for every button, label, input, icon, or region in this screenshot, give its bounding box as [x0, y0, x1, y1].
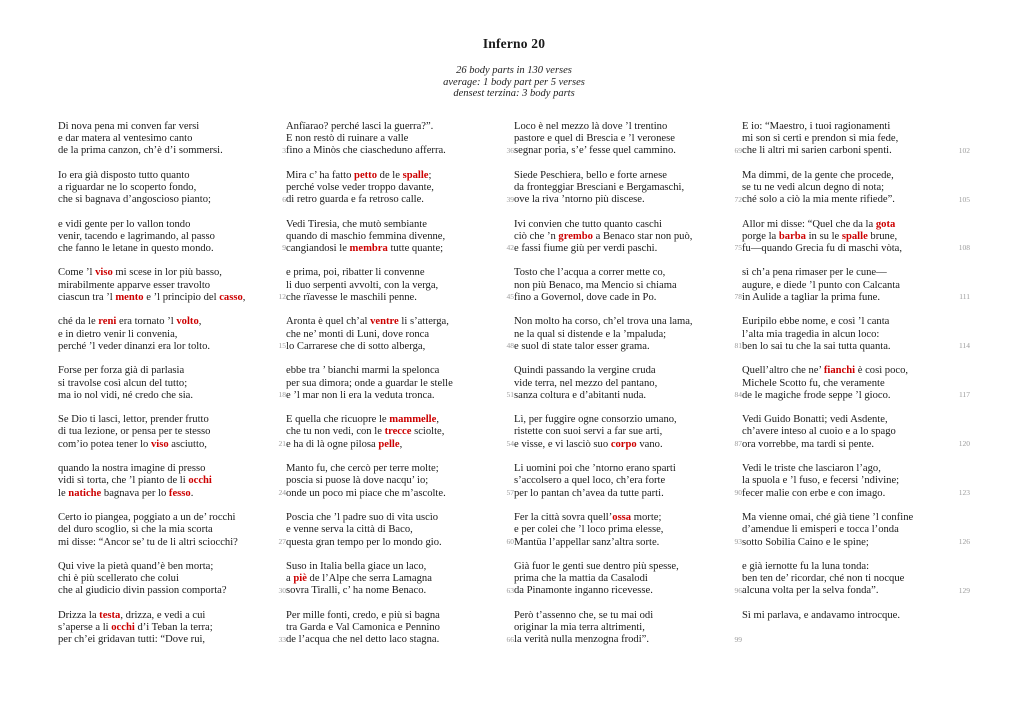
- verse-number: 12: [278, 292, 286, 302]
- tercet-lines: [58, 267, 266, 304]
- verse-line: Già fuor le genti sue dentro più spesse,: [514, 560, 679, 572]
- poem-column: [286, 121, 514, 659]
- tercet: [742, 316, 970, 353]
- verse-number: 114: [959, 341, 970, 351]
- tercet-lines: [742, 414, 950, 451]
- verse-line: in Aulide a tagliar la prima fune.: [742, 292, 880, 304]
- tercet-lines: [58, 610, 266, 647]
- body-part-highlight: ventre: [370, 316, 399, 328]
- verse-number: 90: [734, 487, 742, 497]
- verse-line: Io era già disposto tutto quanto: [58, 169, 190, 181]
- verse-line: alcuna volta per la selva fonda”.: [742, 585, 879, 597]
- verse-line: de le magiche frode seppe ’l gioco.: [742, 389, 891, 401]
- tercet: [742, 561, 970, 598]
- body-part-highlight: fesso: [168, 487, 191, 499]
- tercet: [58, 512, 286, 549]
- verse-line: fecer malie con erbe e con imago.: [742, 487, 886, 499]
- verse-line: Di nova pena mi conven far versi: [58, 120, 200, 132]
- verse-number: 75: [734, 243, 742, 253]
- tercet-lines: [58, 170, 266, 207]
- tercet: [514, 267, 742, 304]
- verse-number: 33: [278, 634, 286, 644]
- subtitle-line-2: average: 1 body part per 5 verses: [443, 76, 585, 88]
- tercet: [58, 561, 286, 598]
- verse-line: Suso in Italia bella giace un laco,: [286, 560, 427, 572]
- tercet: [742, 219, 970, 256]
- verse-line: Vedi le triste che lasciaron l’ago,: [742, 463, 881, 475]
- verse-number: 111: [959, 292, 970, 302]
- verse-line: ove la riva ’ntorno più discese.: [514, 194, 645, 206]
- tercet: [286, 170, 514, 207]
- body-part-highlight: piè: [293, 573, 307, 585]
- verse-line: ben ten de’ ricordar, ché non ti nocque: [742, 573, 905, 585]
- tercet-lines: [742, 316, 950, 353]
- verse-line: lo Carrarese che di sotto alberga,: [286, 340, 426, 352]
- verse-line: ebbe tra ’ bianchi marmi la spelonca: [286, 365, 440, 377]
- verse-line: e in dietro venir li convenia,: [58, 328, 178, 340]
- tercet: [286, 316, 514, 353]
- tercet: [286, 561, 514, 598]
- verse-line: Loco è nel mezzo là dove ’l trentino: [514, 120, 668, 132]
- verse-number: 117: [959, 390, 970, 400]
- verse-number: 66: [506, 634, 514, 644]
- body-part-highlight: viso: [150, 438, 169, 450]
- verse-line: questa gran tempo per lo mondo gio.: [286, 536, 442, 548]
- verse-number: 54: [506, 439, 514, 449]
- verse-line: Aronta è quel ch’al ventre li s’atterga,: [286, 316, 449, 328]
- verse-line: di tua lezione, or pensa per te stesso: [58, 426, 211, 438]
- body-part-highlight: fianchi: [823, 365, 856, 377]
- poem-column: [514, 121, 742, 659]
- verse-number: 84: [734, 390, 742, 400]
- verse-line: tra Garda e Val Camonica e Pennino: [286, 621, 440, 633]
- verse-line: Per mille fonti, credo, e più si bagna: [286, 609, 440, 621]
- tercet-lines: [286, 414, 494, 451]
- tercet: [286, 610, 514, 647]
- tercet-lines: [514, 463, 722, 500]
- page-title: Inferno 20: [482, 36, 546, 51]
- verse-number: 30: [278, 585, 286, 595]
- verse-line: e fassi fiume giù per verdi paschi.: [514, 243, 658, 255]
- tercet: [58, 121, 286, 158]
- verse-line: fino a Minòs che ciascheduno afferra.: [286, 145, 446, 157]
- verse-line: mi son sì certi e prendon sì mia fede,: [742, 133, 899, 145]
- poem-column: [58, 121, 286, 659]
- verse-line: Non molto ha corso, ch’el trova una lama,: [514, 316, 693, 328]
- subtitle-line-3: densest terzina: 3 body parts: [453, 88, 575, 100]
- tercet: [286, 267, 514, 304]
- verse-number: 51: [506, 390, 514, 400]
- verse-line: Drizza la testa, drizza, e vedi a cui: [58, 609, 206, 621]
- tercet: [58, 610, 286, 647]
- verse-line: si travolse così alcun del tutto;: [58, 377, 188, 389]
- tercet: [514, 512, 742, 549]
- verse-line: le natiche bagnava per lo fesso.: [58, 487, 194, 499]
- verse-line: che al giudicio divin passion comporta?: [58, 585, 227, 597]
- verse-line: che rïavesse le maschili penne.: [286, 292, 417, 304]
- verse-line: Siede Peschiera, bello e forte arnese: [514, 169, 667, 181]
- verse-line: e ’l mar non li era la veduta tronca.: [286, 389, 435, 401]
- verse-number: 24: [278, 487, 286, 497]
- tercet: [514, 561, 742, 598]
- tercet: [58, 463, 286, 500]
- verse-line: E non restò di ruinare a valle: [286, 133, 409, 145]
- tercet: [514, 463, 742, 500]
- verse-line: s’accolsero a quel loco, ch’era forte: [514, 475, 666, 487]
- verse-line: e ha di là ogne pilosa pelle,: [286, 438, 403, 450]
- verse-number: 21: [278, 439, 286, 449]
- tercet-lines: [58, 316, 266, 353]
- tercet: [58, 316, 286, 353]
- verse-line: Se Dio ti lasci, lettor, prender frutto: [58, 414, 209, 426]
- tercet-lines: [286, 316, 494, 353]
- verse-line: e venne serva la città di Baco,: [286, 524, 413, 536]
- tercet-lines: [286, 365, 494, 402]
- verse-line: s’aperse a li occhi d’i Teban la terra;: [58, 621, 213, 633]
- verse-line: che fanno le letane in questo mondo.: [58, 243, 214, 255]
- tercet-lines: [286, 267, 494, 304]
- verse-line: Tosto che l’acqua a correr mette co,: [514, 267, 666, 279]
- tercet: [58, 365, 286, 402]
- tercet: [514, 316, 742, 353]
- verse-number: 45: [506, 292, 514, 302]
- verse-line: fino a Governol, dove cade in Po.: [514, 292, 657, 304]
- verse-line: per lo pantan ch’avea da tutte parti.: [514, 487, 664, 499]
- verse-line: perché volse veder troppo davante,: [286, 181, 434, 193]
- tercet-lines: [514, 610, 722, 647]
- verse-number: 93: [734, 536, 742, 546]
- verse-line: e già iernotte fu la luna tonda:: [742, 560, 870, 572]
- verse-line: ristette con suoi servi a far sue arti,: [514, 426, 663, 438]
- tercet: [742, 121, 970, 158]
- body-part-highlight: ossa: [612, 511, 632, 523]
- verse-line: Ivi convien che tutto quanto caschi: [514, 218, 662, 230]
- verse-line: Qui vive la pietà quand’è ben morta;: [58, 560, 214, 572]
- body-part-highlight: mento: [115, 292, 144, 304]
- tercet-lines: [514, 512, 722, 549]
- tercet-lines: [58, 463, 266, 500]
- subtitle-line-1: 26 body parts in 130 verses: [456, 65, 572, 76]
- body-part-highlight: natiche: [68, 487, 102, 499]
- verse-line: poscia si puose là dove nacqu’ io;: [286, 475, 429, 487]
- verse-number: 102: [958, 145, 970, 155]
- verse-line: ch’avere inteso al cuoio e a lo spago: [742, 426, 896, 438]
- tercet: [58, 219, 286, 256]
- verse-line: Certo io piangea, poggiato a un de’ rocchi: [58, 511, 236, 523]
- tercet-lines: [286, 512, 494, 549]
- tercet-lines: [514, 414, 722, 451]
- verse-line: Fer la città sovra quell’ossa morte;: [514, 511, 662, 523]
- body-part-highlight: volto: [176, 316, 199, 328]
- tercet-lines: [514, 267, 722, 304]
- tercet: [286, 219, 514, 256]
- poem-columns: [58, 121, 970, 659]
- verse-line: com’io potea tener lo viso asciutto,: [58, 438, 207, 450]
- verse-line: Ma vienne omai, ché già tiene ’l confine: [742, 511, 914, 523]
- verse-line: ciascun tra ’l mento e ’l principio del casso,: [58, 292, 246, 304]
- tercet-lines: [286, 610, 494, 647]
- body-part-highlight: spalle: [402, 169, 429, 181]
- tercet-lines: [286, 170, 494, 207]
- verse-number: 39: [506, 194, 514, 204]
- verse-line: e suol di state talor esser grama.: [514, 340, 650, 352]
- verse-line: vidi sì torta, che ’l pianto de li occhi: [58, 475, 212, 487]
- tercet: [58, 170, 286, 207]
- verse-line: che tu non vedi, con le trecce sciolte,: [286, 426, 445, 438]
- verse-number: 96: [734, 585, 742, 595]
- body-part-highlight: trecce: [384, 426, 412, 438]
- verse-line: E io: “Maestro, i tuoi ragionamenti: [742, 120, 891, 132]
- body-part-highlight: casso: [219, 292, 243, 304]
- verse-line: mirabilmente apparve esser travolto: [58, 279, 211, 291]
- tercet: [286, 365, 514, 402]
- tercet: [514, 219, 742, 256]
- verse-number: 123: [958, 487, 970, 497]
- verse-line: perché ’l veder dinanzi era lor tolto.: [58, 340, 211, 352]
- verse-line: per sua dimora; onde a guardar le stelle: [286, 377, 453, 389]
- body-part-highlight: petto: [354, 169, 377, 181]
- verse-line: quando la nostra imagine di presso: [58, 463, 206, 475]
- tercet-lines: [742, 610, 950, 622]
- body-part-highlight: corpo: [610, 438, 637, 450]
- body-part-highlight: gota: [875, 218, 896, 230]
- body-part-highlight: barba: [778, 230, 806, 242]
- body-part-highlight: grembo: [558, 230, 593, 242]
- tercet-lines: [742, 463, 950, 500]
- verse-number: 120: [958, 439, 970, 449]
- verse-number: 87: [734, 439, 742, 449]
- verse-line: Allor mi disse: “Quel che da la gota: [742, 218, 896, 230]
- verse-number: 57: [506, 487, 514, 497]
- tercet-lines: [742, 561, 950, 598]
- verse-line: da Pinamonte inganno ricevesse.: [514, 585, 653, 597]
- tercet-lines: [58, 121, 266, 158]
- verse-number: 99: [734, 634, 742, 644]
- verse-line: Manto fu, che cercò per terre molte;: [286, 463, 439, 475]
- verse-number: 126: [958, 536, 970, 546]
- verse-number: 48: [506, 341, 514, 351]
- verse-line: Vedi Guido Bonatti; vedi Asdente,: [742, 414, 888, 426]
- verse-line: Michele Scotto fu, che veramente: [742, 377, 885, 389]
- tercet-lines: [514, 219, 722, 256]
- tercet: [742, 463, 970, 500]
- tercet: [742, 414, 970, 451]
- tercet-lines: [514, 365, 722, 402]
- verse-line: sanza coltura e d’abitanti nuda.: [514, 389, 647, 401]
- tercet: [742, 267, 970, 304]
- verse-number: 15: [278, 341, 286, 351]
- tercet: [742, 512, 970, 549]
- poem-column: [742, 121, 970, 659]
- tercet-lines: [742, 267, 950, 304]
- verse-line: che ne’ monti di Luni, dove ronca: [286, 328, 430, 340]
- verse-line: mi disse: “Ancor se’ tu de li altri sciocchi?: [58, 536, 238, 548]
- tercet-lines: [514, 170, 722, 207]
- body-part-highlight: testa: [99, 609, 121, 621]
- verse-number: 18: [278, 390, 286, 400]
- verse-number: 69: [734, 145, 742, 155]
- verse-line: Come ’l viso mi scese in lor più basso,: [58, 267, 222, 279]
- tercet: [286, 463, 514, 500]
- verse-number: 78: [734, 292, 742, 302]
- verse-line: li duo serpenti avvolti, con la verga,: [286, 279, 439, 291]
- tercet-lines: [742, 365, 950, 402]
- tercet-lines: [58, 365, 266, 402]
- tercet: [286, 512, 514, 549]
- verse-line: porge la barba in su le spalle brune,: [742, 230, 898, 242]
- verse-line: Euripilo ebbe nome, e così ’l canta: [742, 316, 890, 328]
- verse-line: se tu ne vedi alcun degno di nota;: [742, 181, 885, 193]
- tercet: [58, 267, 286, 304]
- verse-line: a piè de l’Alpe che serra Lamagna: [286, 573, 432, 585]
- verse-line: Forse per forza già di parlasia: [58, 365, 185, 377]
- tercet-lines: [742, 170, 950, 207]
- body-part-highlight: membra: [349, 243, 388, 255]
- verse-line: Sì mi parlava, e andavamo introcque.: [742, 609, 900, 621]
- verse-line: cangiandosi le membra tutte quante;: [286, 243, 444, 255]
- verse-number: 60: [506, 536, 514, 546]
- tercet-lines: [742, 512, 950, 549]
- verse-line: onde un poco mi piace che m’ascolte.: [286, 487, 446, 499]
- verse-line: l’alta mia tragedìa in alcun loco:: [742, 328, 880, 340]
- verse-line: ora vorrebbe, ma tardi si pente.: [742, 438, 875, 450]
- verse-number: 72: [734, 194, 742, 204]
- tercet-lines: [58, 219, 266, 256]
- tercet-lines: [58, 561, 266, 598]
- verse-number: 81: [734, 341, 742, 351]
- verse-line: Ma dimmi, de la gente che procede,: [742, 169, 894, 181]
- verse-line: Lì, per fuggire ogne consorzio umano,: [514, 414, 677, 426]
- verse-line: venir, tacendo e lagrimando, al passo: [58, 230, 215, 242]
- verse-line: del duro scoglio, sì che la mia scorta: [58, 524, 213, 536]
- verse-line: e visse, e vi lasciò suo corpo vano.: [514, 438, 663, 450]
- tercet-lines: [742, 121, 950, 158]
- verse-line: ché da le reni era tornato ’l volto,: [58, 316, 202, 328]
- verse-line: e per colei che ’l loco prima elesse,: [514, 524, 664, 536]
- verse-line: d’amendue li emisperi e tocca l’onda: [742, 524, 899, 536]
- tercet-lines: [514, 561, 722, 598]
- verse-line: ché solo a ciò la mia mente rifiede”.: [742, 194, 895, 206]
- verse-line: non più Benaco, ma Mencio si chiama: [514, 279, 677, 291]
- verse-line: ne la qual si distende e la ’mpaluda;: [514, 328, 667, 340]
- tercet: [742, 365, 970, 402]
- verse-line: chi è più scellerato che colui: [58, 573, 179, 585]
- verse-line: di retro guarda e fa retroso calle.: [286, 194, 424, 206]
- subtitle: [58, 65, 970, 100]
- verse-line: Quindi passando la vergine cruda: [514, 365, 656, 377]
- tercet: [514, 121, 742, 158]
- verse-number: 105: [958, 194, 970, 204]
- tercet: [286, 414, 514, 451]
- verse-number: 6: [282, 194, 286, 204]
- verse-line: de l’acqua che nel detto laco stagna.: [286, 634, 440, 646]
- verse-line: da fronteggiar Bresciani e Bergamaschi,: [514, 181, 685, 193]
- verse-number: 129: [958, 585, 970, 595]
- verse-line: e dar matera al ventesimo canto: [58, 133, 193, 145]
- verse-line: che li altri mi sarien carboni spenti.: [742, 145, 892, 157]
- tercet-lines: [742, 219, 950, 256]
- tercet: [286, 121, 514, 158]
- verse-line: sì ch’a pena rimaser per le cune—: [742, 267, 887, 279]
- verse-line: vide terra, nel mezzo del pantano,: [514, 377, 658, 389]
- verse-number: 36: [506, 145, 514, 155]
- tercet-lines: [286, 463, 494, 500]
- verse-line: Anfïarao? perché lasci la guerra?”.: [286, 120, 434, 132]
- body-part-highlight: viso: [95, 267, 113, 279]
- verse-line: Mantüa l’appellar sanz’altra sorte.: [514, 536, 660, 548]
- tercet: [514, 414, 742, 451]
- body-part-highlight: mammelle: [389, 414, 437, 426]
- verse-line: ciò che ’n grembo a Benaco star non può,: [514, 230, 693, 242]
- verse-line: Poscia che ’l padre suo di vita uscìo: [286, 511, 439, 523]
- verse-line: E quella che ricuopre le mammelle,: [286, 414, 439, 426]
- verse-line: pastore e quel di Brescia e ’l veronese: [514, 133, 675, 145]
- verse-number: 9: [282, 243, 286, 253]
- tercet: [58, 414, 286, 451]
- verse-line: Quell’altro che ne’ fianchi è così poco,: [742, 365, 909, 377]
- verse-number: 27: [278, 536, 286, 546]
- verse-line: e prima, poi, ribatter li convenne: [286, 267, 425, 279]
- verse-number: [950, 621, 970, 622]
- verse-line: prima che la mattia da Casalodi: [514, 573, 648, 585]
- verse-line: a riguardar ne lo scoperto fondo,: [58, 181, 197, 193]
- verse-line: la spuola e ’l fuso, e fecersi ’ndivine;: [742, 475, 900, 487]
- tercet-lines: [286, 121, 494, 158]
- verse-line: la verità nulla menzogna frodi”.: [514, 634, 650, 646]
- verse-line: ma io nol vidi, né credo che sia.: [58, 389, 194, 401]
- body-part-highlight: pelle: [378, 438, 400, 450]
- verse-number: 42: [506, 243, 514, 253]
- verse-line: che si bagnava d’angoscioso pianto;: [58, 194, 211, 206]
- verse-line: e vidi gente per lo vallon tondo: [58, 218, 191, 230]
- verse-line: sotto Sobilia Caino e le spine;: [742, 536, 869, 548]
- body-part-highlight: occhi: [111, 621, 135, 633]
- tercet-lines: [286, 219, 494, 256]
- verse-line: Vedi Tiresia, che mutò sembiante: [286, 218, 427, 230]
- tercet-lines: [514, 316, 722, 353]
- verse-line: Li uomini poi che ’ntorno erano sparti: [514, 463, 676, 475]
- tercet: [514, 365, 742, 402]
- body-part-highlight: occhi: [188, 475, 212, 487]
- verse-number: 63: [506, 585, 514, 595]
- verse-line: quando di maschio femmina divenne,: [286, 230, 446, 242]
- verse-line: Mira c’ ha fatto petto de le spalle;: [286, 169, 432, 181]
- tercet: [514, 610, 742, 647]
- verse-line: de la prima canzon, ch’è d’i sommersi.: [58, 145, 223, 157]
- tercet: [742, 610, 970, 622]
- tercet-lines: [286, 561, 494, 598]
- verse-line: per ch’ei gridavan tutti: “Dove rui,: [58, 634, 206, 646]
- body-part-highlight: spalle: [841, 230, 868, 242]
- tercet: [742, 170, 970, 207]
- verse-line: originar la mia terra altrimenti,: [514, 621, 645, 633]
- verse-line: ben lo sai tu che la sai tutta quanta.: [742, 340, 891, 352]
- verse-number: 108: [958, 243, 970, 253]
- verse-line: sovra Tiralli, c’ ha nome Benaco.: [286, 585, 427, 597]
- verse-number: 3: [282, 145, 286, 155]
- tercet-lines: [514, 121, 722, 158]
- verse-line: segnar poria, s’e’ fesse quel cammino.: [514, 145, 676, 157]
- verse-line: augure, e diede ’l punto con Calcanta: [742, 279, 900, 291]
- verse-line: fu—quando Grecia fu di maschi vòta,: [742, 243, 903, 255]
- tercet-lines: [58, 512, 266, 549]
- body-part-highlight: reni: [98, 316, 117, 328]
- tercet-lines: [58, 414, 266, 451]
- verse-line: Però t’assenno che, se tu mai odi: [514, 609, 654, 621]
- tercet: [514, 170, 742, 207]
